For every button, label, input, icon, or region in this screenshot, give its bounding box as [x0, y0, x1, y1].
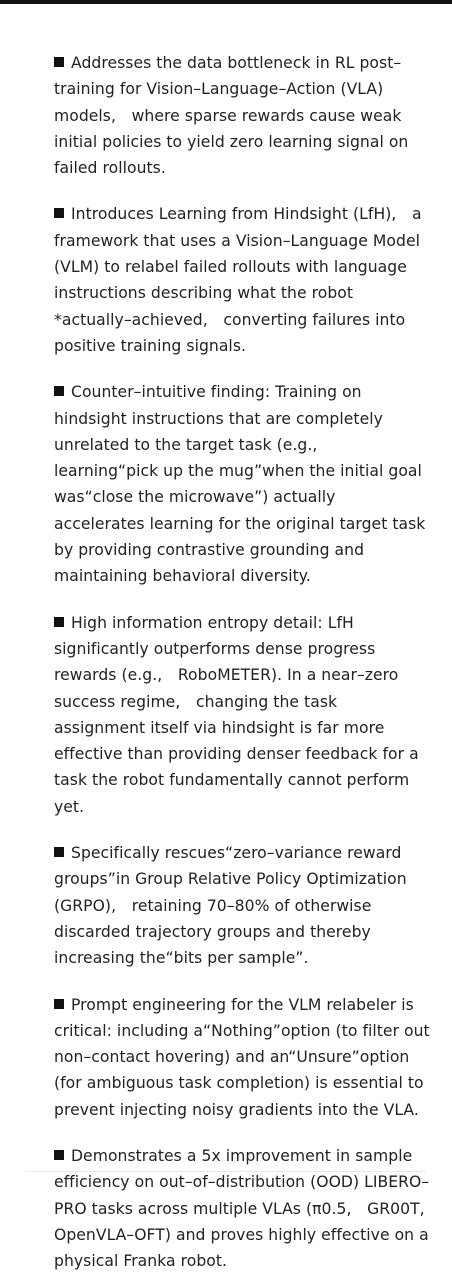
square-bullet-icon	[54, 1150, 64, 1160]
bullet-text: High information entropy detail: LfH significantly outperforms dense progress rewards (e.g., RoboMETER). In a near–zero success regime, changing the task assignment itself via hindsight is far more effective than providing denser feedback for a task the robot fundamentally cannot perform yet.	[54, 613, 419, 816]
bullet-item	[54, 201, 430, 359]
divider	[26, 1171, 426, 1172]
bullet-item	[54, 992, 430, 1123]
bullet-text: Introduces Learning from Hindsight (LfH), a framework that uses a Vision–Language Model (VLM) to relabel failed rollouts with language instructions describing what the robot *actually–achieved, converting failures into positive training signals.	[54, 205, 422, 355]
bullet-item	[54, 1143, 441, 1274]
square-bullet-icon	[54, 208, 64, 218]
bullet-text: Demonstrates a 5x improvement in sample efficiency on out–of–distribution (OOD) LIBERO–PRO tasks across multiple VLAs (π0.5, GR00T, OpenVLA–OFT) and proves highly effective on a physical Franka robot.	[54, 1146, 441, 1271]
square-bullet-icon	[54, 999, 64, 1009]
bullet-list	[0, 4, 452, 1274]
bullet-item	[54, 50, 430, 181]
square-bullet-icon	[54, 847, 64, 857]
bullet-text: Specifically rescues“zero–variance reward groups”in Group Relative Policy Optimization (GRPO), retaining 70–80% of otherwise discarded trajectory groups and thereby increasing the“bits per sample”.	[54, 844, 407, 968]
bullet-item	[54, 379, 430, 589]
bullet-item	[54, 840, 430, 971]
bullet-item	[54, 610, 430, 820]
bullet-text: Prompt engineering for the VLM relabeler is critical: including a“Nothing”option (to filter out non–contact hovering) and an“Unsure”option (for ambiguous task completion) is essential to prevent injecting noisy gradients into the VLA.	[54, 995, 430, 1119]
bullet-text: Counter–intuitive finding: Training on hindsight instructions that are completely unrelated to the target task (e.g., learning“pick up the mug”when the initial goal was“close the microwave”) actually accelerates learning for the original target task by providing contrastive grounding and maintaining behavioral diversity.	[54, 383, 426, 586]
square-bullet-icon	[54, 617, 64, 627]
bullet-text: Addresses the data bottleneck in RL post–training for Vision–Language–Action (VLA) models, where sparse rewards cause weak initial policies to yield zero learning signal on failed rollouts.	[54, 54, 409, 178]
square-bullet-icon	[54, 57, 64, 67]
square-bullet-icon	[54, 386, 64, 396]
